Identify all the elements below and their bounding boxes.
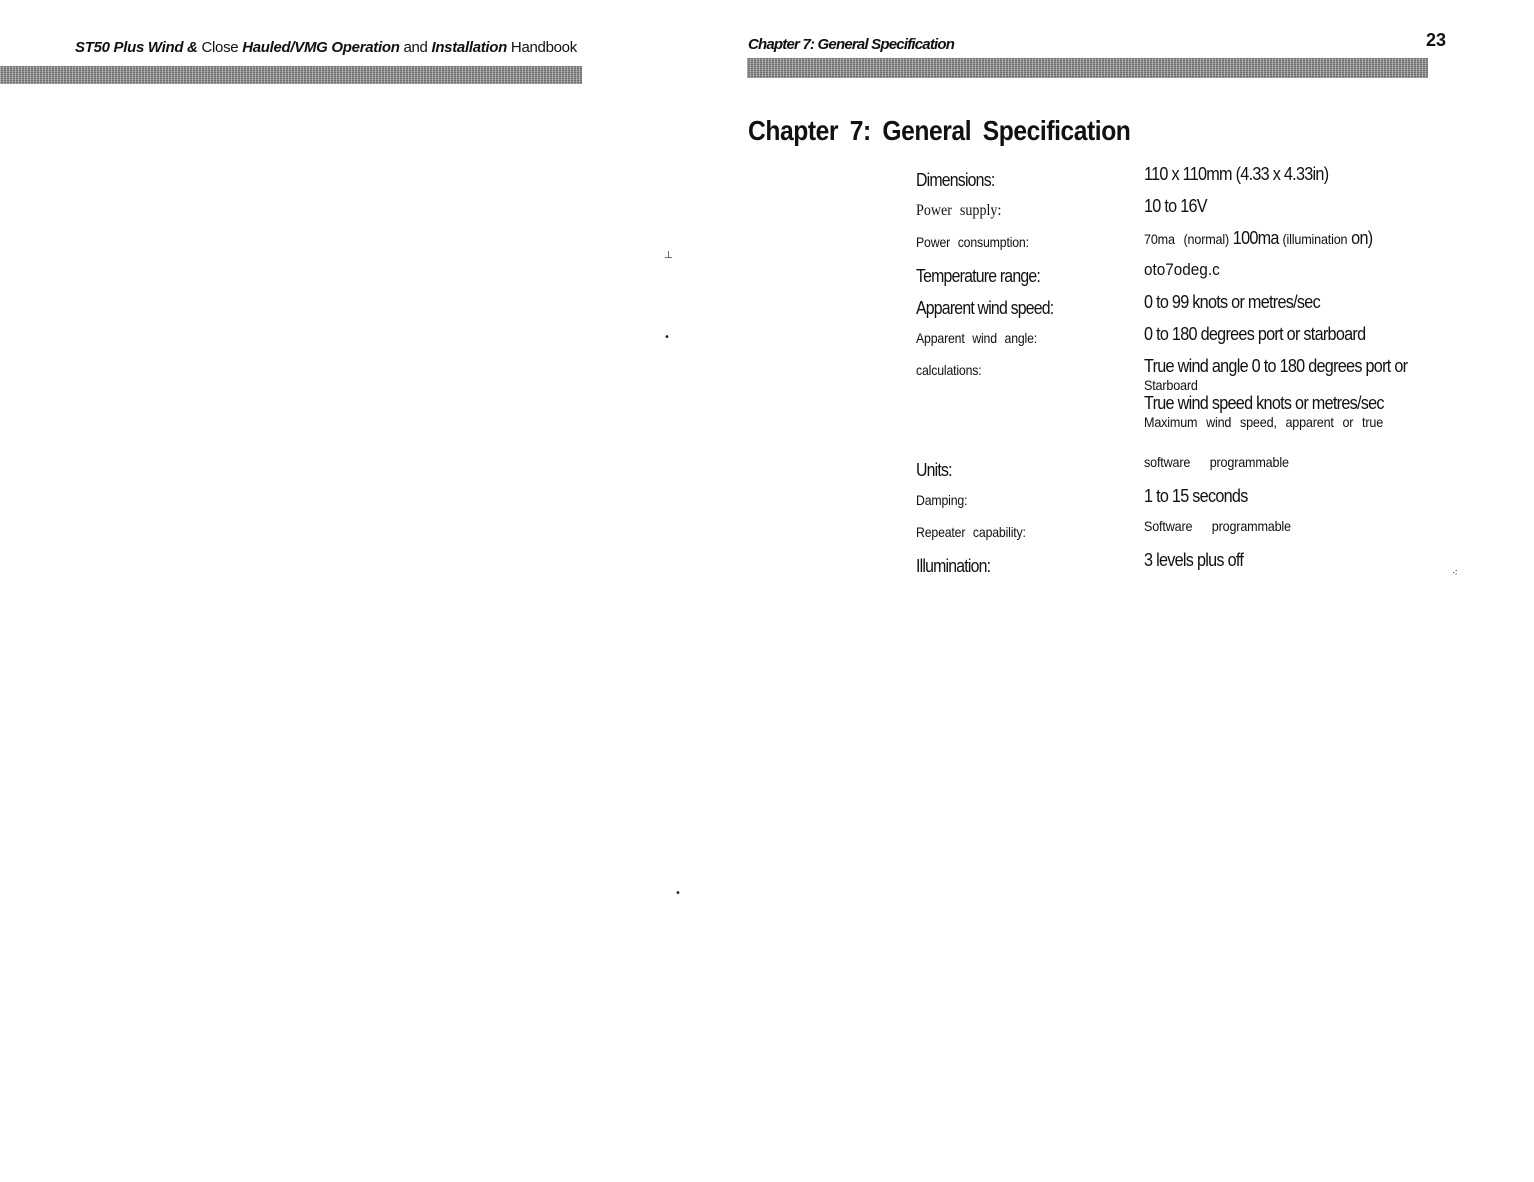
chapter-title: Chapter 7: General Specification bbox=[748, 115, 1131, 146]
spec-value bbox=[1144, 546, 1443, 571]
spec-value-line: True wind speed knots or metres/sec bbox=[1144, 393, 1384, 413]
header-handbook: Handbook bbox=[510, 39, 577, 56]
spec-value-line: 1 to 15 seconds bbox=[1144, 486, 1248, 506]
spec-label: calculations: bbox=[916, 362, 982, 378]
scan-speck: • bbox=[664, 332, 670, 343]
header-installation: Installation bbox=[431, 39, 508, 56]
spec-row-temperature-range bbox=[916, 256, 1476, 288]
spec-value-part: 70ma (normal) bbox=[1144, 231, 1229, 247]
spec-row-power-supply bbox=[916, 192, 1476, 224]
spec-value bbox=[1144, 482, 1443, 507]
spec-row-calculations bbox=[916, 352, 1476, 450]
spec-label: Power supply: bbox=[916, 202, 1002, 219]
spec-row-units bbox=[916, 450, 1476, 482]
spec-value-line: 10 to 16V bbox=[1144, 196, 1207, 216]
page-number: 23 bbox=[1425, 30, 1446, 50]
spec-value-part: 100ma bbox=[1232, 228, 1279, 248]
spec-value-line: software programmable bbox=[1144, 454, 1289, 470]
spec-value bbox=[1144, 320, 1443, 345]
spec-row-damping bbox=[916, 482, 1476, 514]
spec-row-power-consumption bbox=[916, 224, 1476, 256]
spec-value-part: (illumination bbox=[1282, 231, 1348, 247]
spec-label: Apparent wind angle: bbox=[916, 330, 1038, 346]
spec-value-line: True wind angle 0 to 180 degrees port or bbox=[1144, 356, 1408, 376]
spec-value-line: 3 levels plus off bbox=[1144, 550, 1244, 570]
spec-value-line: Starboard bbox=[1144, 377, 1198, 393]
spec-value bbox=[1144, 352, 1443, 430]
spec-value-line: 0 to 99 knots or metres/sec bbox=[1144, 292, 1320, 312]
spec-row-illumination bbox=[916, 546, 1476, 578]
spec-value bbox=[1144, 160, 1443, 185]
spec-value-line: 0 to 180 degrees port or starboard bbox=[1144, 324, 1366, 344]
spec-label: Repeater capability: bbox=[916, 524, 1026, 540]
spec-row-apparent-wind-angle bbox=[916, 320, 1476, 352]
spec-value-line: oto7odeg.c bbox=[1144, 260, 1220, 279]
spec-value-line: 110 x 110mm (4.33 x 4.33in) bbox=[1144, 164, 1329, 184]
spec-label: Power consumption: bbox=[916, 234, 1029, 250]
spec-label: Temperature range: bbox=[916, 266, 1040, 286]
spec-value bbox=[1144, 450, 1443, 470]
header-word-and: and bbox=[403, 39, 428, 56]
spec-label: Units: bbox=[916, 460, 952, 480]
left-running-header bbox=[75, 39, 577, 56]
spec-label: Apparent wind speed: bbox=[916, 298, 1054, 318]
spec-label: Damping: bbox=[916, 492, 968, 508]
left-header-rule bbox=[0, 66, 582, 84]
header-word-close: Close bbox=[201, 39, 239, 56]
header-operation: Hauled/VMG Operation bbox=[242, 39, 400, 56]
spec-table bbox=[916, 160, 1476, 578]
right-page bbox=[730, 0, 1534, 1182]
spec-value-part: on) bbox=[1351, 228, 1373, 248]
spec-value-line: Software programmable bbox=[1144, 518, 1291, 534]
header-product-name: ST50 Plus Wind & bbox=[75, 39, 198, 56]
right-header-rule bbox=[747, 58, 1428, 78]
spec-row-apparent-wind-speed bbox=[916, 288, 1476, 320]
spec-label: Illumination: bbox=[916, 556, 991, 576]
spec-value bbox=[1144, 288, 1443, 313]
scan-speck: ⊥ bbox=[664, 250, 673, 261]
right-running-header: Chapter 7: General Specification bbox=[748, 36, 955, 53]
spec-row-repeater-capability bbox=[916, 514, 1476, 546]
left-page bbox=[0, 0, 700, 1182]
spec-row-dimensions bbox=[916, 160, 1476, 192]
spec-value bbox=[1144, 192, 1443, 217]
scan-speck: • bbox=[675, 888, 681, 899]
spec-value bbox=[1144, 514, 1443, 534]
spec-value bbox=[1144, 256, 1443, 280]
scan-speck: ⁖ bbox=[1452, 568, 1458, 579]
spec-label: Dimensions: bbox=[916, 170, 995, 190]
spec-value-line: Maximum wind speed, apparent or true bbox=[1144, 414, 1384, 430]
spec-value bbox=[1144, 224, 1443, 249]
